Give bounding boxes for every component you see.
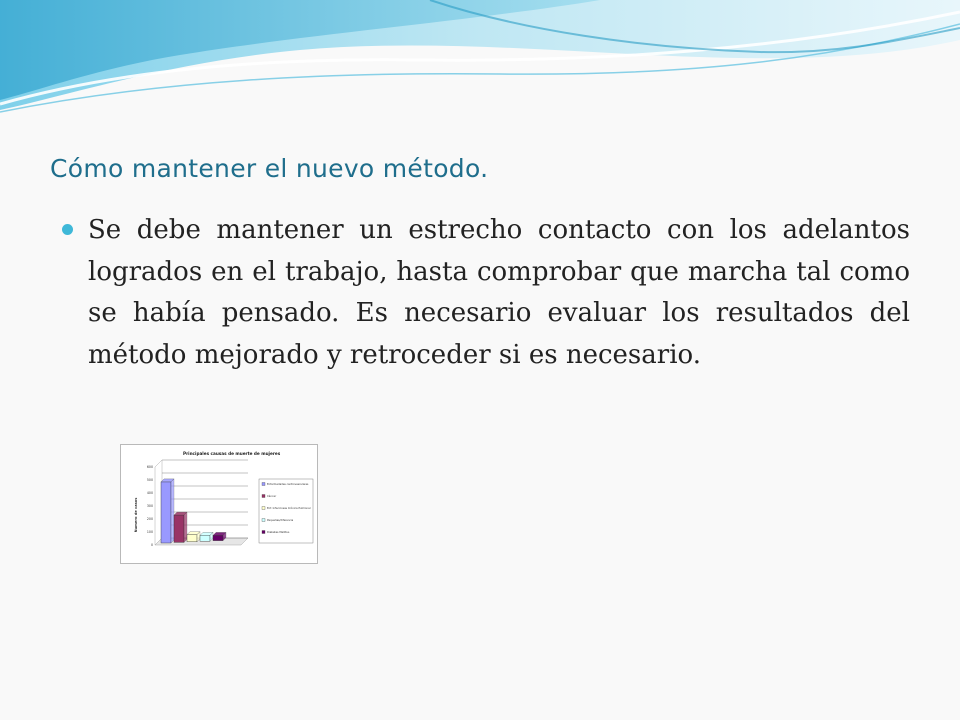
chart-legend-label: Cáncer: [267, 495, 277, 498]
chart-bar: [161, 479, 174, 543]
chart-y-tick-label: 300: [146, 504, 153, 509]
chart-y-tick-label: 100: [146, 530, 153, 535]
chart-legend-swatch: [262, 519, 265, 522]
chart-legend-swatch: [262, 507, 265, 510]
chart-bar-front: [161, 482, 171, 543]
chart-bar-front: [187, 535, 197, 542]
chart-y-tick-label: 600: [146, 465, 153, 470]
chart-bar-front: [174, 515, 184, 542]
chart-y-tick-label: 500: [146, 478, 153, 483]
chart-y-axis-label: Numero de casos: [134, 497, 138, 533]
chart-bar: [200, 532, 213, 541]
chart-legend-label: Pequeñas/diferencia: [267, 519, 294, 522]
chart-legend-label: Enf. Infecciosas Crónica Pulmonar: [267, 507, 311, 510]
chart-bar: [213, 532, 226, 540]
chart-legend-swatch: [262, 495, 265, 498]
chart-bar-front: [200, 535, 210, 541]
chart-bar: [174, 512, 187, 542]
chart-legend-label: Diabetes Mellitus: [267, 531, 290, 534]
chart-legend-label: Enfermedades cardiovasculares: [267, 483, 309, 486]
chart-bar-front: [213, 535, 223, 540]
chart-title: Principales causas de muerte de mujeres: [183, 451, 281, 456]
slide-title: Cómo mantener el nuevo método.: [50, 154, 489, 183]
chart-y-tick-label: 400: [146, 491, 153, 496]
bar-chart-thumbnail: [121, 445, 319, 565]
chart-legend-swatch: [262, 531, 265, 534]
chart-image: [120, 444, 318, 564]
chart-y-tick-label: 200: [146, 517, 153, 522]
header-wave-decoration: [0, 0, 960, 120]
chart-y-tick-label: 0: [150, 543, 153, 548]
bullet-dot-icon: [62, 224, 73, 235]
chart-bar-side: [171, 479, 174, 543]
chart-bar: [187, 532, 200, 542]
chart-legend-swatch: [262, 483, 265, 486]
chart-bar-side: [184, 512, 187, 542]
bullet-text: Se debe mantener un estrecho contacto con los adelantos logrados en el trabajo, hasta comprobar que marcha tal como se había pensado. Es necesario evaluar los resultados del método mejorado y retroceder si es necesario.: [88, 215, 910, 370]
